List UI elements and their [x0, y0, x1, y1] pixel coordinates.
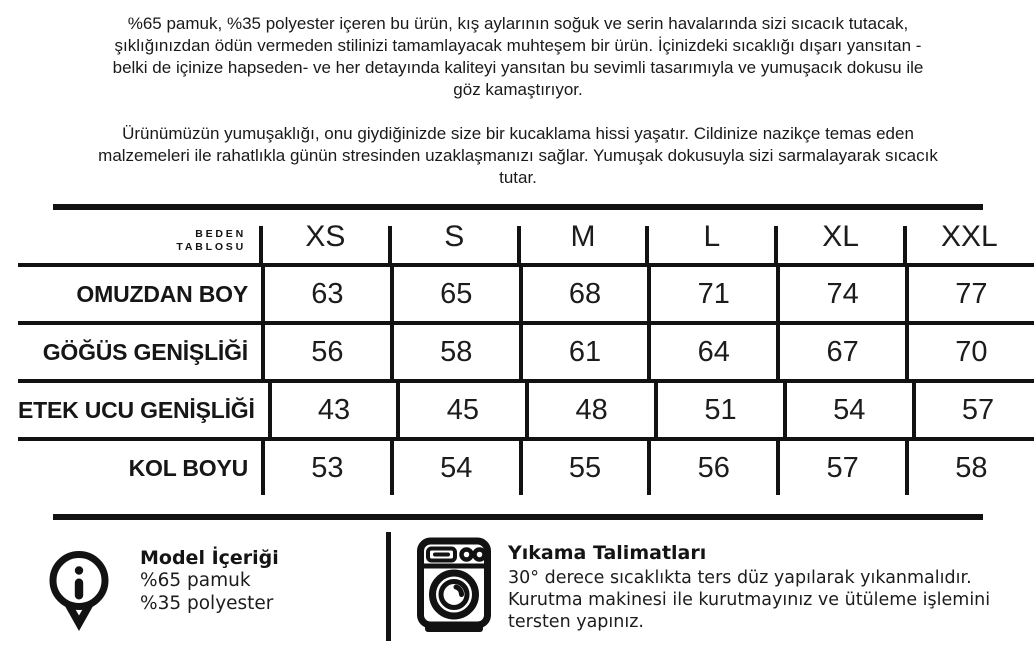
footer-vertical-divider — [386, 532, 391, 641]
cell-value: 65 — [390, 267, 519, 321]
cell-value: 70 — [905, 325, 1034, 379]
size-table-title-line1: BEDEN — [195, 228, 246, 240]
table-row-shoulder-length — [18, 263, 1034, 321]
cell-value: 61 — [519, 325, 648, 379]
product-description-paragraph-1: %65 pamuk, %35 polyester içeren bu ürün, kış aylarının soğuk ve serin havalarında sizi sıcacık tutacak, şıklığınızdan ödün vermeden stilinizi tamamlayacak muhteşem bir ürün. İçinizdeki sıcaklığı dışarı yansıtan -belki de içinize hapseden- ve her detayında kaliteyi yansıtan bu sevimli tasarımıyla ve yumuşacık dokusu ile göz kamaştırıyor. — [112, 14, 924, 99]
cell-value: 58 — [905, 441, 1034, 495]
row-label: ETEK UCU GENİŞLİĞİ — [18, 396, 255, 423]
row-label: GÖĞÜS GENİŞLİĞİ — [42, 338, 248, 365]
cell-value: 54 — [390, 441, 519, 495]
cell-value: 54 — [783, 383, 912, 437]
cell-value: 43 — [268, 383, 397, 437]
size-table-title — [18, 210, 261, 263]
size-column-xxl: XXL — [905, 210, 1034, 263]
washing-instructions-body: 30° derece sıcaklıkta ters düz yapılarak yıkanmalıdır. Kurutma makinesi ile kurutmayınız ve ütüleme işlemini tersten yapınız. — [508, 568, 991, 632]
cell-value: 57 — [912, 383, 1036, 437]
size-column-m: M — [519, 210, 648, 263]
cell-value: 64 — [647, 325, 776, 379]
table-row-hem-width — [18, 379, 1034, 437]
row-label: OMUZDAN BOY — [76, 280, 248, 307]
cell-value: 45 — [396, 383, 525, 437]
cell-value: 56 — [647, 441, 776, 495]
table-row-sleeve-length — [18, 437, 1034, 495]
size-column-l: L — [647, 210, 776, 263]
cell-value: 68 — [519, 267, 648, 321]
model-content-line1: %65 pamuk — [140, 570, 251, 591]
size-column-s: S — [390, 210, 519, 263]
cell-value: 67 — [776, 325, 905, 379]
cell-value: 71 — [647, 267, 776, 321]
table-row-chest-width — [18, 321, 1034, 379]
size-column-xs: XS — [261, 210, 390, 263]
cell-value: 53 — [261, 441, 390, 495]
washing-machine-icon — [416, 537, 492, 634]
model-content-line2: %35 polyester — [140, 592, 274, 614]
cell-value: 77 — [905, 267, 1034, 321]
model-content-title: Model İçeriği — [140, 547, 279, 569]
row-label: KOL BOYU — [128, 454, 248, 481]
cell-value: 55 — [519, 441, 648, 495]
cell-value: 57 — [776, 441, 905, 495]
size-table-header-row — [18, 210, 1034, 263]
cell-value: 63 — [261, 267, 390, 321]
washing-instructions-title: Yıkama Talimatları — [508, 542, 707, 564]
cell-value: 48 — [525, 383, 654, 437]
size-column-xl: XL — [776, 210, 905, 263]
cell-value: 58 — [390, 325, 519, 379]
cell-value: 56 — [261, 325, 390, 379]
cell-value: 74 — [776, 267, 905, 321]
size-table — [18, 210, 1034, 495]
info-balloon-icon — [46, 551, 112, 635]
cell-value: 51 — [654, 383, 783, 437]
washing-instructions-block — [508, 541, 1000, 633]
model-content-block — [140, 546, 279, 615]
product-description-paragraph-2: Ürünümüzün yumuşaklığı, onu giydiğinizde size bir kucaklama hissi yaşatır. Cildinize nazikçe temas eden malzemeleri ile rahatlıkla günün stresinden uzaklaşmanızı sağlar. Yumuşak dokusuyla sizi sarmalayarak sıcacık tutar. — [98, 124, 938, 187]
bottom-divider-rule — [53, 514, 983, 520]
size-table-title-line2: TABLOSU — [176, 241, 246, 253]
